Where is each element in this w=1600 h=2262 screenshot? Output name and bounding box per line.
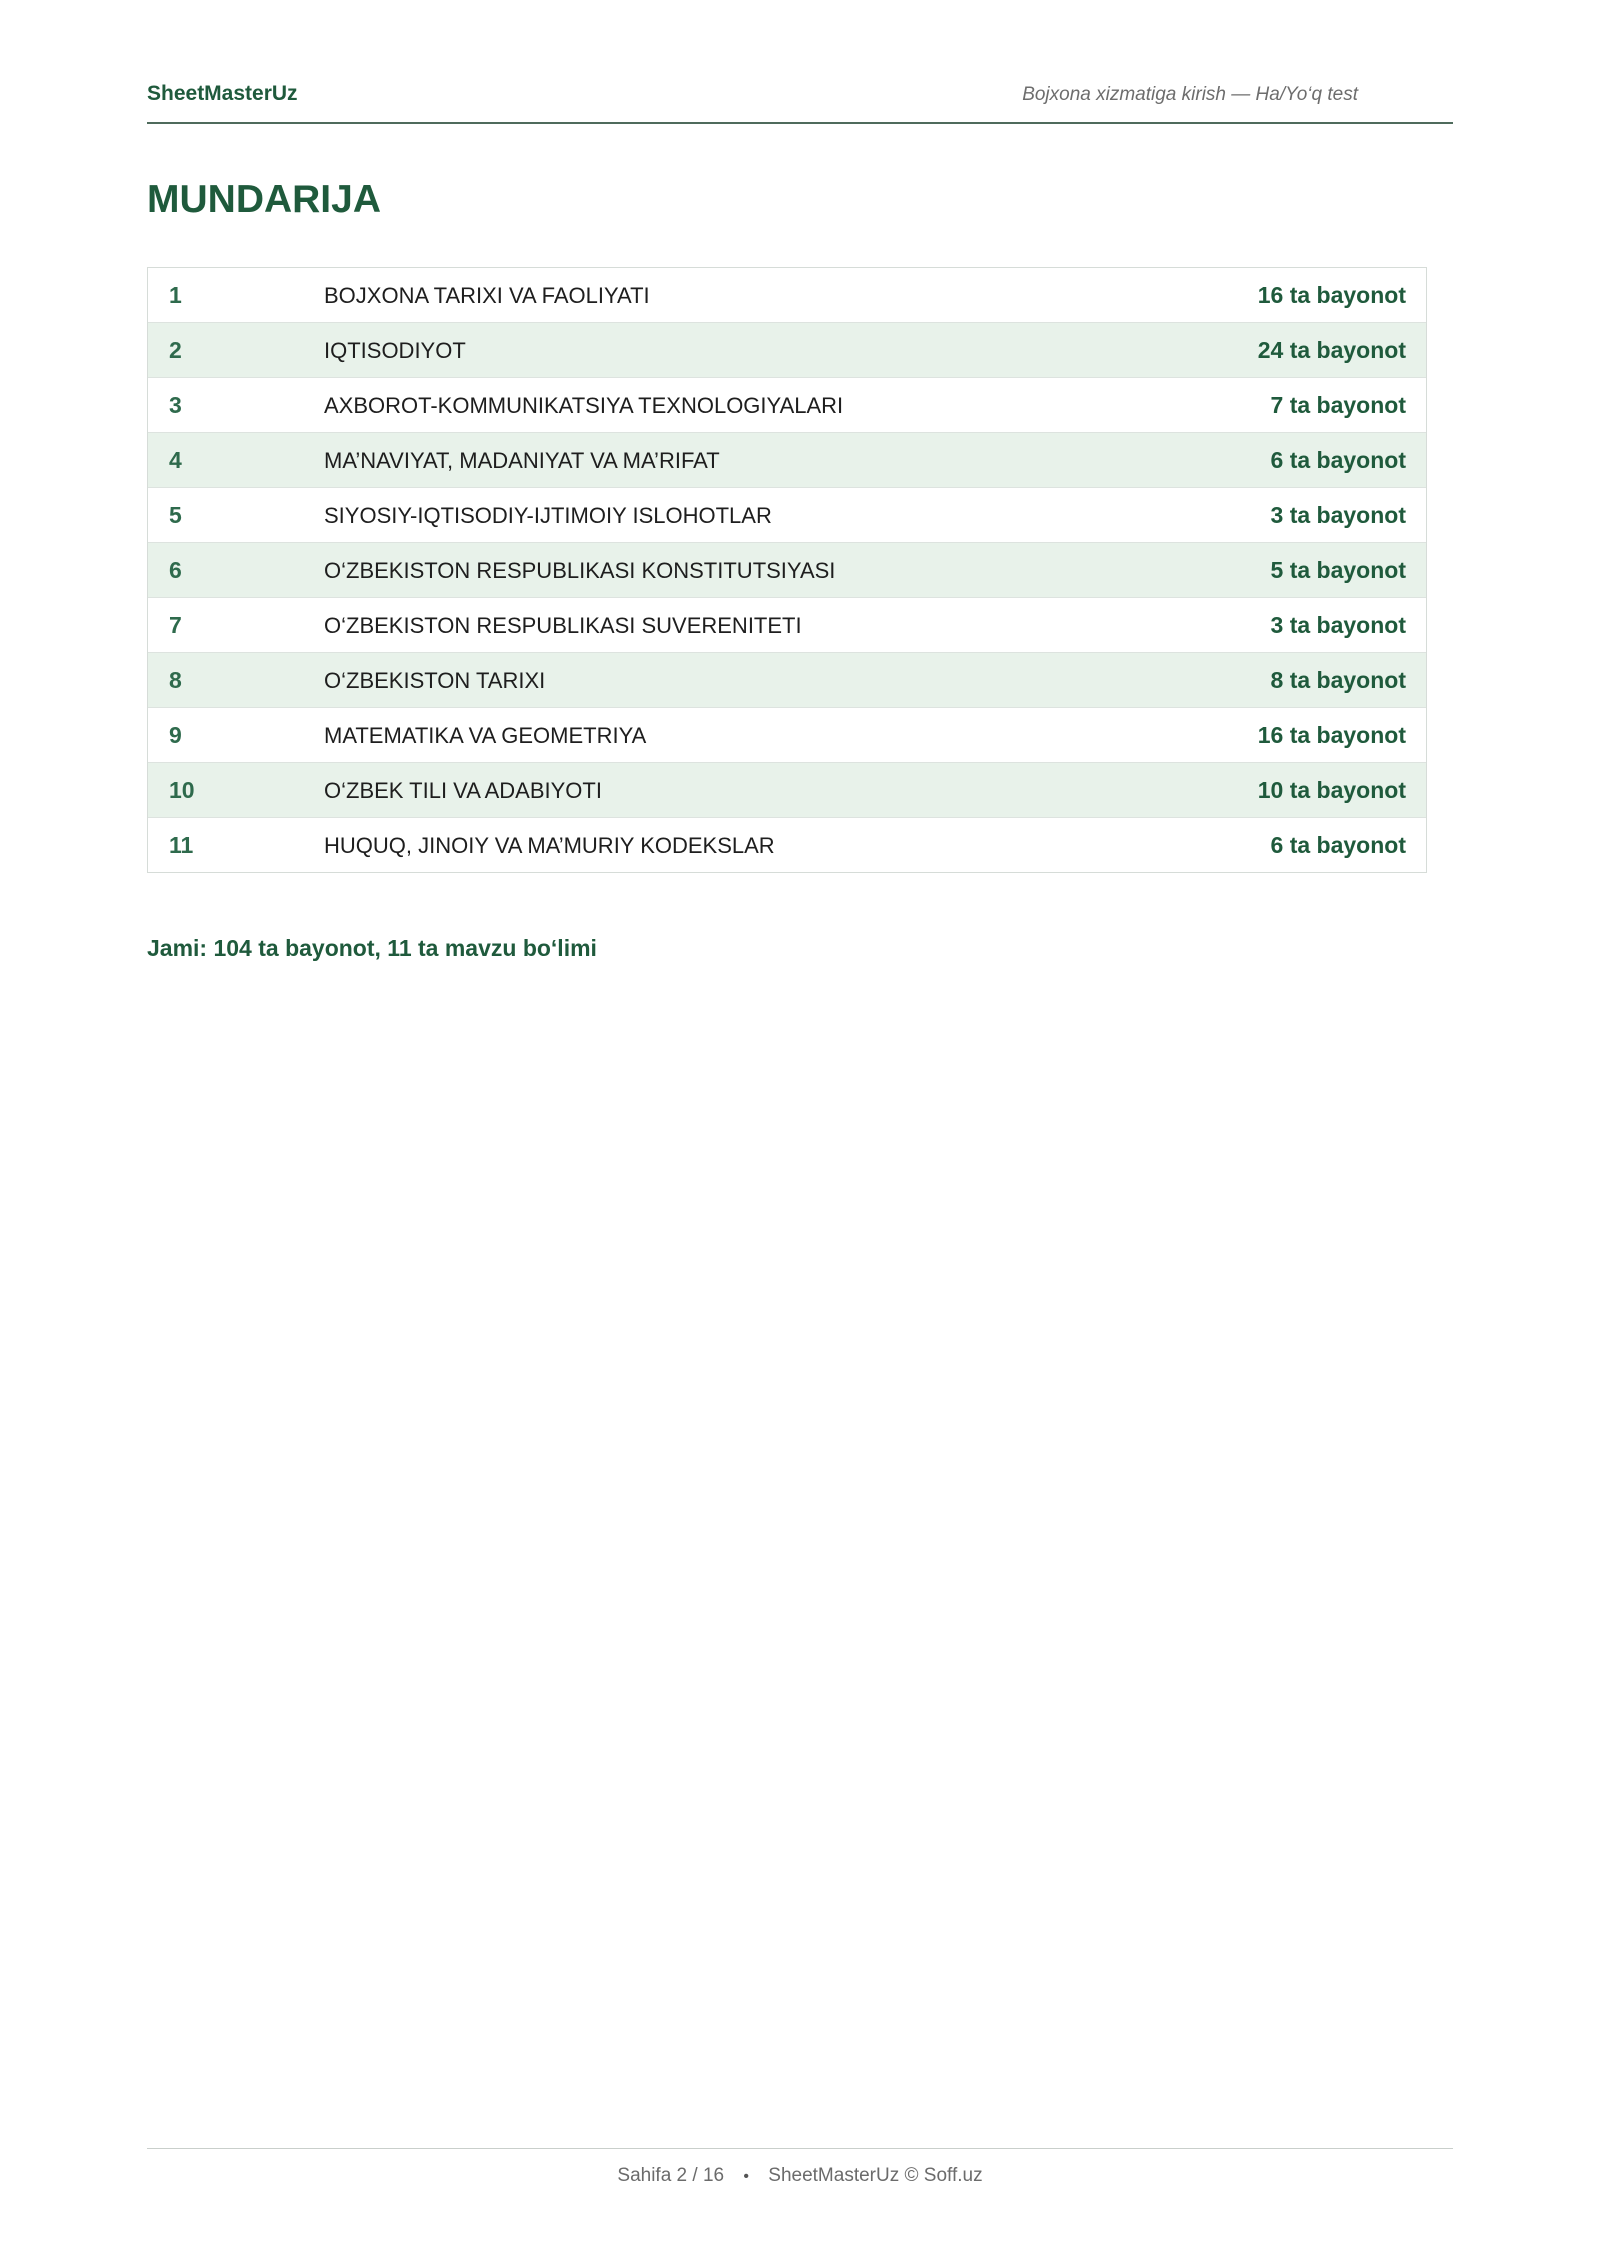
toc-row-count: 5 ta bayonot	[1270, 557, 1406, 583]
toc-row-count: 10 ta bayonot	[1257, 777, 1406, 803]
toc-row-topic: O‘ZBEK TILI VA ADABIYOTI	[324, 778, 602, 803]
toc-row-number: 7	[169, 612, 182, 638]
document-subtitle: Bojxona xizmatiga kirish — Ha/Yo‘q test	[1022, 84, 1358, 105]
toc-row-count: 16 ta bayonot	[1257, 282, 1406, 308]
toc-row-count: 3 ta bayonot	[1270, 502, 1406, 528]
page-title: MUNDARIJA	[147, 178, 381, 221]
toc-row-topic: HUQUQ, JINOIY VA MA’MURIY KODEKSLAR	[324, 833, 775, 858]
toc-row-topic: BOJXONA TARIXI VA FAOLIYATI	[324, 283, 650, 308]
toc-row-topic: MATEMATIKA VA GEOMETRIYA	[324, 723, 647, 748]
toc-row-count: 6 ta bayonot	[1270, 447, 1406, 473]
toc-row-number: 5	[169, 502, 182, 528]
page-footer	[147, 2148, 1453, 2187]
toc-row-count: 16 ta bayonot	[1257, 722, 1406, 748]
toc-row-topic: AXBOROT-KOMMUNIKATSIYA TEXNOLOGIYALARI	[324, 393, 844, 418]
toc-row-count: 24 ta bayonot	[1257, 337, 1406, 363]
toc-row[interactable]	[148, 653, 1426, 708]
page-header	[147, 80, 1453, 124]
toc-row[interactable]	[148, 543, 1426, 598]
toc-row[interactable]	[148, 268, 1426, 323]
toc-row-number: 11	[169, 832, 194, 858]
toc-row[interactable]	[148, 433, 1426, 488]
toc-row-topic: IQTISODIYOT	[324, 338, 466, 363]
toc-row-topic: MA’NAVIYAT, MADANIYAT VA MA’RIFAT	[324, 448, 720, 473]
toc-row-topic: O‘ZBEKISTON RESPUBLIKASI KONSTITUTSIYASI	[324, 558, 836, 583]
toc-row-count: 3 ta bayonot	[1270, 612, 1406, 638]
toc-row-number: 2	[169, 337, 182, 363]
toc-row[interactable]	[148, 488, 1426, 543]
toc-summary: Jami: 104 ta bayonot, 11 ta mavzu bo‘limi	[147, 935, 597, 961]
toc-row-number: 4	[169, 447, 182, 473]
toc-row-topic: O‘ZBEKISTON TARIXI	[324, 668, 546, 693]
toc-row-count: 6 ta bayonot	[1270, 832, 1406, 858]
toc-row[interactable]	[148, 378, 1426, 433]
toc-row-number: 6	[169, 557, 182, 583]
toc-table	[147, 267, 1427, 873]
footer-credit: SheetMasterUz © Soff.uz	[768, 2165, 983, 2186]
toc-row-number: 1	[169, 282, 182, 308]
toc-row-topic: SIYOSIY-IQTISODIY-IJTIMOIY ISLOHOTLAR	[324, 503, 772, 528]
toc-row-number: 8	[169, 667, 182, 693]
page-number: Sahifa 2 / 16	[617, 2165, 725, 2186]
toc-row[interactable]	[148, 598, 1426, 653]
brand-name: SheetMasterUz	[147, 82, 298, 105]
toc-row-topic: O‘ZBEKISTON RESPUBLIKASI SUVERENITETI	[324, 613, 802, 638]
toc-row-number: 3	[169, 392, 182, 418]
toc-row[interactable]	[148, 323, 1426, 378]
footer-separator: •	[743, 2168, 749, 2185]
toc-row-number: 9	[169, 722, 182, 748]
toc-row-count: 7 ta bayonot	[1270, 392, 1406, 418]
toc-row[interactable]	[148, 763, 1426, 818]
toc-row[interactable]	[148, 708, 1426, 763]
toc-row-number: 10	[169, 777, 195, 803]
toc-row-count: 8 ta bayonot	[1270, 667, 1406, 693]
toc-row[interactable]	[148, 818, 1426, 872]
